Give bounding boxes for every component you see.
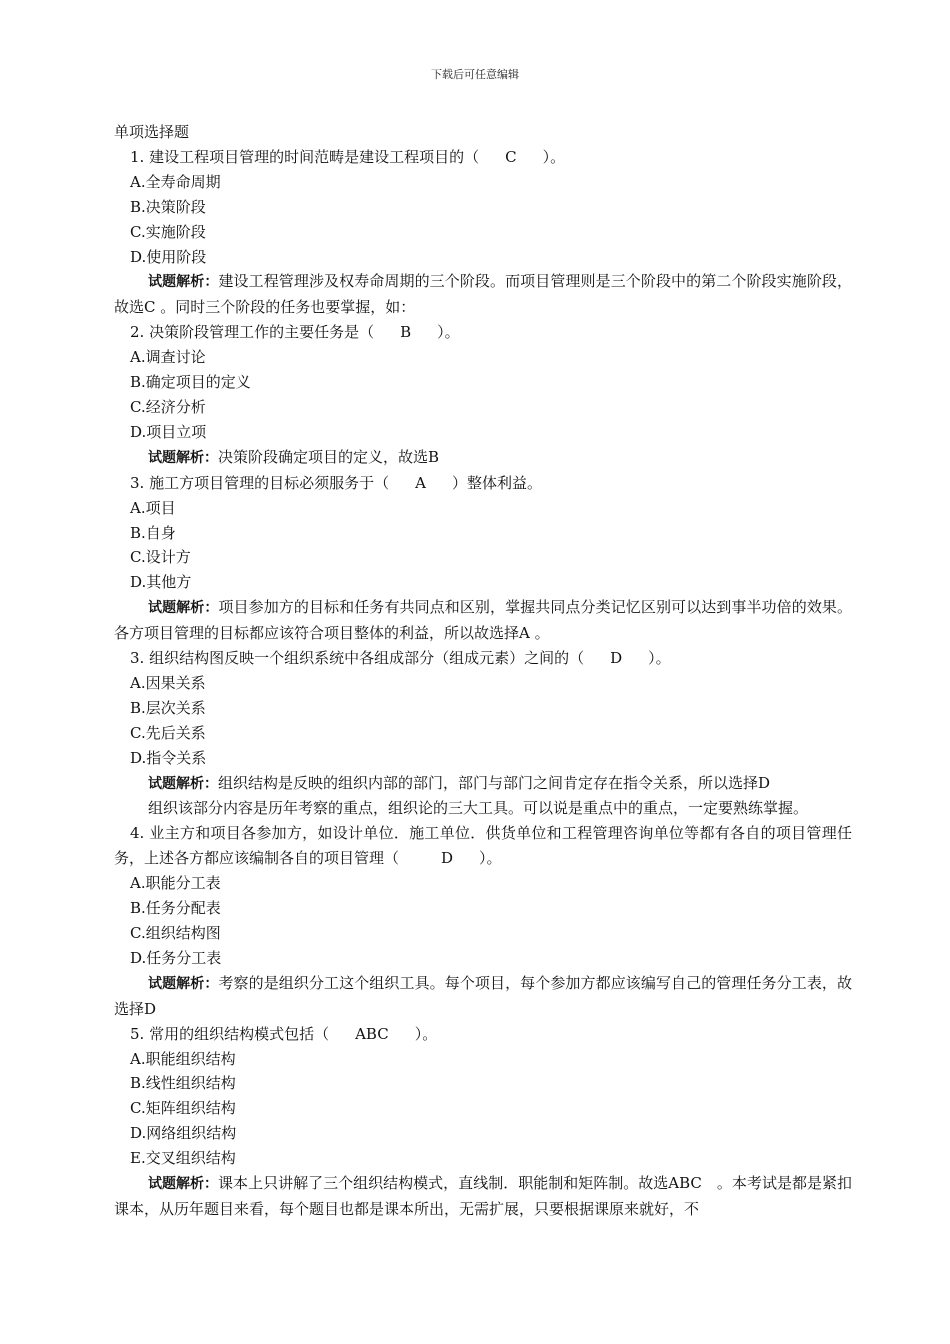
option: A.职能分工表 [130, 874, 221, 893]
option: A.调查讨论 [130, 348, 206, 367]
question-3: 3. 施工方项目管理的目标必须服务于（ A ）整体利益。 [114, 471, 852, 496]
explanation-label: 试题解析： [148, 274, 219, 291]
option: B.层次关系 [130, 698, 206, 717]
option: D.任务分工表 [130, 948, 222, 967]
option: C.组织结构图 [130, 924, 221, 942]
answer: C [505, 147, 517, 166]
explanation-label: 试题解析： [148, 1176, 219, 1193]
answer: D [441, 849, 454, 868]
option: A.职能组织结构 [130, 1049, 236, 1068]
explanation: 试题解析：考察的是组织分工这个组织工具。每个项目，每个参加方都应该编写自己的管理任务分工表，故选择D [114, 973, 852, 1018]
option: B.自身 [130, 523, 176, 542]
explanation-label: 试题解析： [148, 600, 219, 617]
explanation: 试题解析：课本上只讲解了三个组织结构模式，直线制．职能制和矩阵制。故选ABC 。本考试是都是紧扣课本，从历年题目来看，每个题目也都是课本所出，无需扩展，只要根据课原来就好，不 [114, 1174, 852, 1218]
option: C.矩阵组织结构 [130, 1099, 236, 1118]
section-title: 单项选择题 [114, 123, 190, 141]
question-1: 1. 建设工程项目管理的时间范畴是建设工程项目的（ C ）。 [114, 145, 852, 170]
answer: ABC [355, 1024, 389, 1043]
answer: D [610, 649, 623, 668]
option: B.线性组织结构 [130, 1074, 236, 1093]
explanation: 试题解析：组织结构是反映的组织内部的部门，部门与部门之间肯定存在指令关系，所以选择D [148, 773, 771, 792]
option: C.设计方 [130, 548, 191, 567]
question-2: 2. 决策阶段管理工作的主要任务是（ B ）。 [114, 320, 852, 345]
option: C.实施阶段 [130, 222, 206, 241]
explanation: 试题解析：项目参加方的目标和任务有共同点和区别，掌握共同点分类记忆区别可以达到事半功倍的效果。各方项目管理的目标都应该符合项目整体的利益，所以故选择A 。 [114, 598, 852, 643]
note: 组织该部分内容是历年考察的重点，组织论的三大工具。可以说是重点中的重点，一定要熟练掌握。 [148, 799, 809, 818]
option: A.因果关系 [130, 673, 206, 692]
explanation: 试题解析：决策阶段确定项目的定义，故选B [148, 447, 440, 466]
explanation-label: 试题解析： [148, 775, 218, 792]
explanation: 试题解析：建设工程管理涉及权寿命周期的三个阶段。而项目管理则是三个阶段中的第二个阶段实施阶段，故选C 。同时三个阶段的任务也要掌握，如： [114, 272, 852, 317]
answer: A [415, 473, 426, 492]
question-4: 4. 业主方和项目各参加方，如设计单位．施工单位．供货单位和工程管理咨询单位等都有各自的项目管理任务，上述各方都应该编制各自的项目管理（ D ）。 [114, 821, 852, 871]
option: D.指令关系 [130, 748, 207, 767]
answer: B [400, 323, 412, 342]
option: D.其他方 [130, 573, 192, 592]
question-5: 5. 常用的组织结构模式包括（ ABC ）。 [114, 1022, 852, 1047]
option: B.确定项目的定义 [130, 373, 251, 392]
option: A.全寿命周期 [130, 172, 221, 191]
option: C.经济分析 [130, 397, 206, 416]
explanation-label: 试题解析： [148, 975, 219, 992]
explanation-label: 试题解析： [148, 449, 218, 466]
question-3b: 3. 组织结构图反映一个组织系统中各组成部分（组成元素）之间的（ D ）。 [114, 646, 852, 671]
option: B.决策阶段 [130, 197, 206, 216]
page-header: 下载后可任意编辑 [431, 68, 519, 81]
option: D.网络组织结构 [130, 1124, 237, 1143]
option: A.项目 [130, 498, 176, 517]
option: C.先后关系 [130, 723, 206, 742]
option: D.使用阶段 [130, 247, 207, 266]
option: D.项目立项 [130, 422, 207, 441]
option: B.任务分配表 [130, 899, 221, 918]
document-body [114, 120, 852, 1222]
option: E.交叉组织结构 [130, 1149, 236, 1168]
